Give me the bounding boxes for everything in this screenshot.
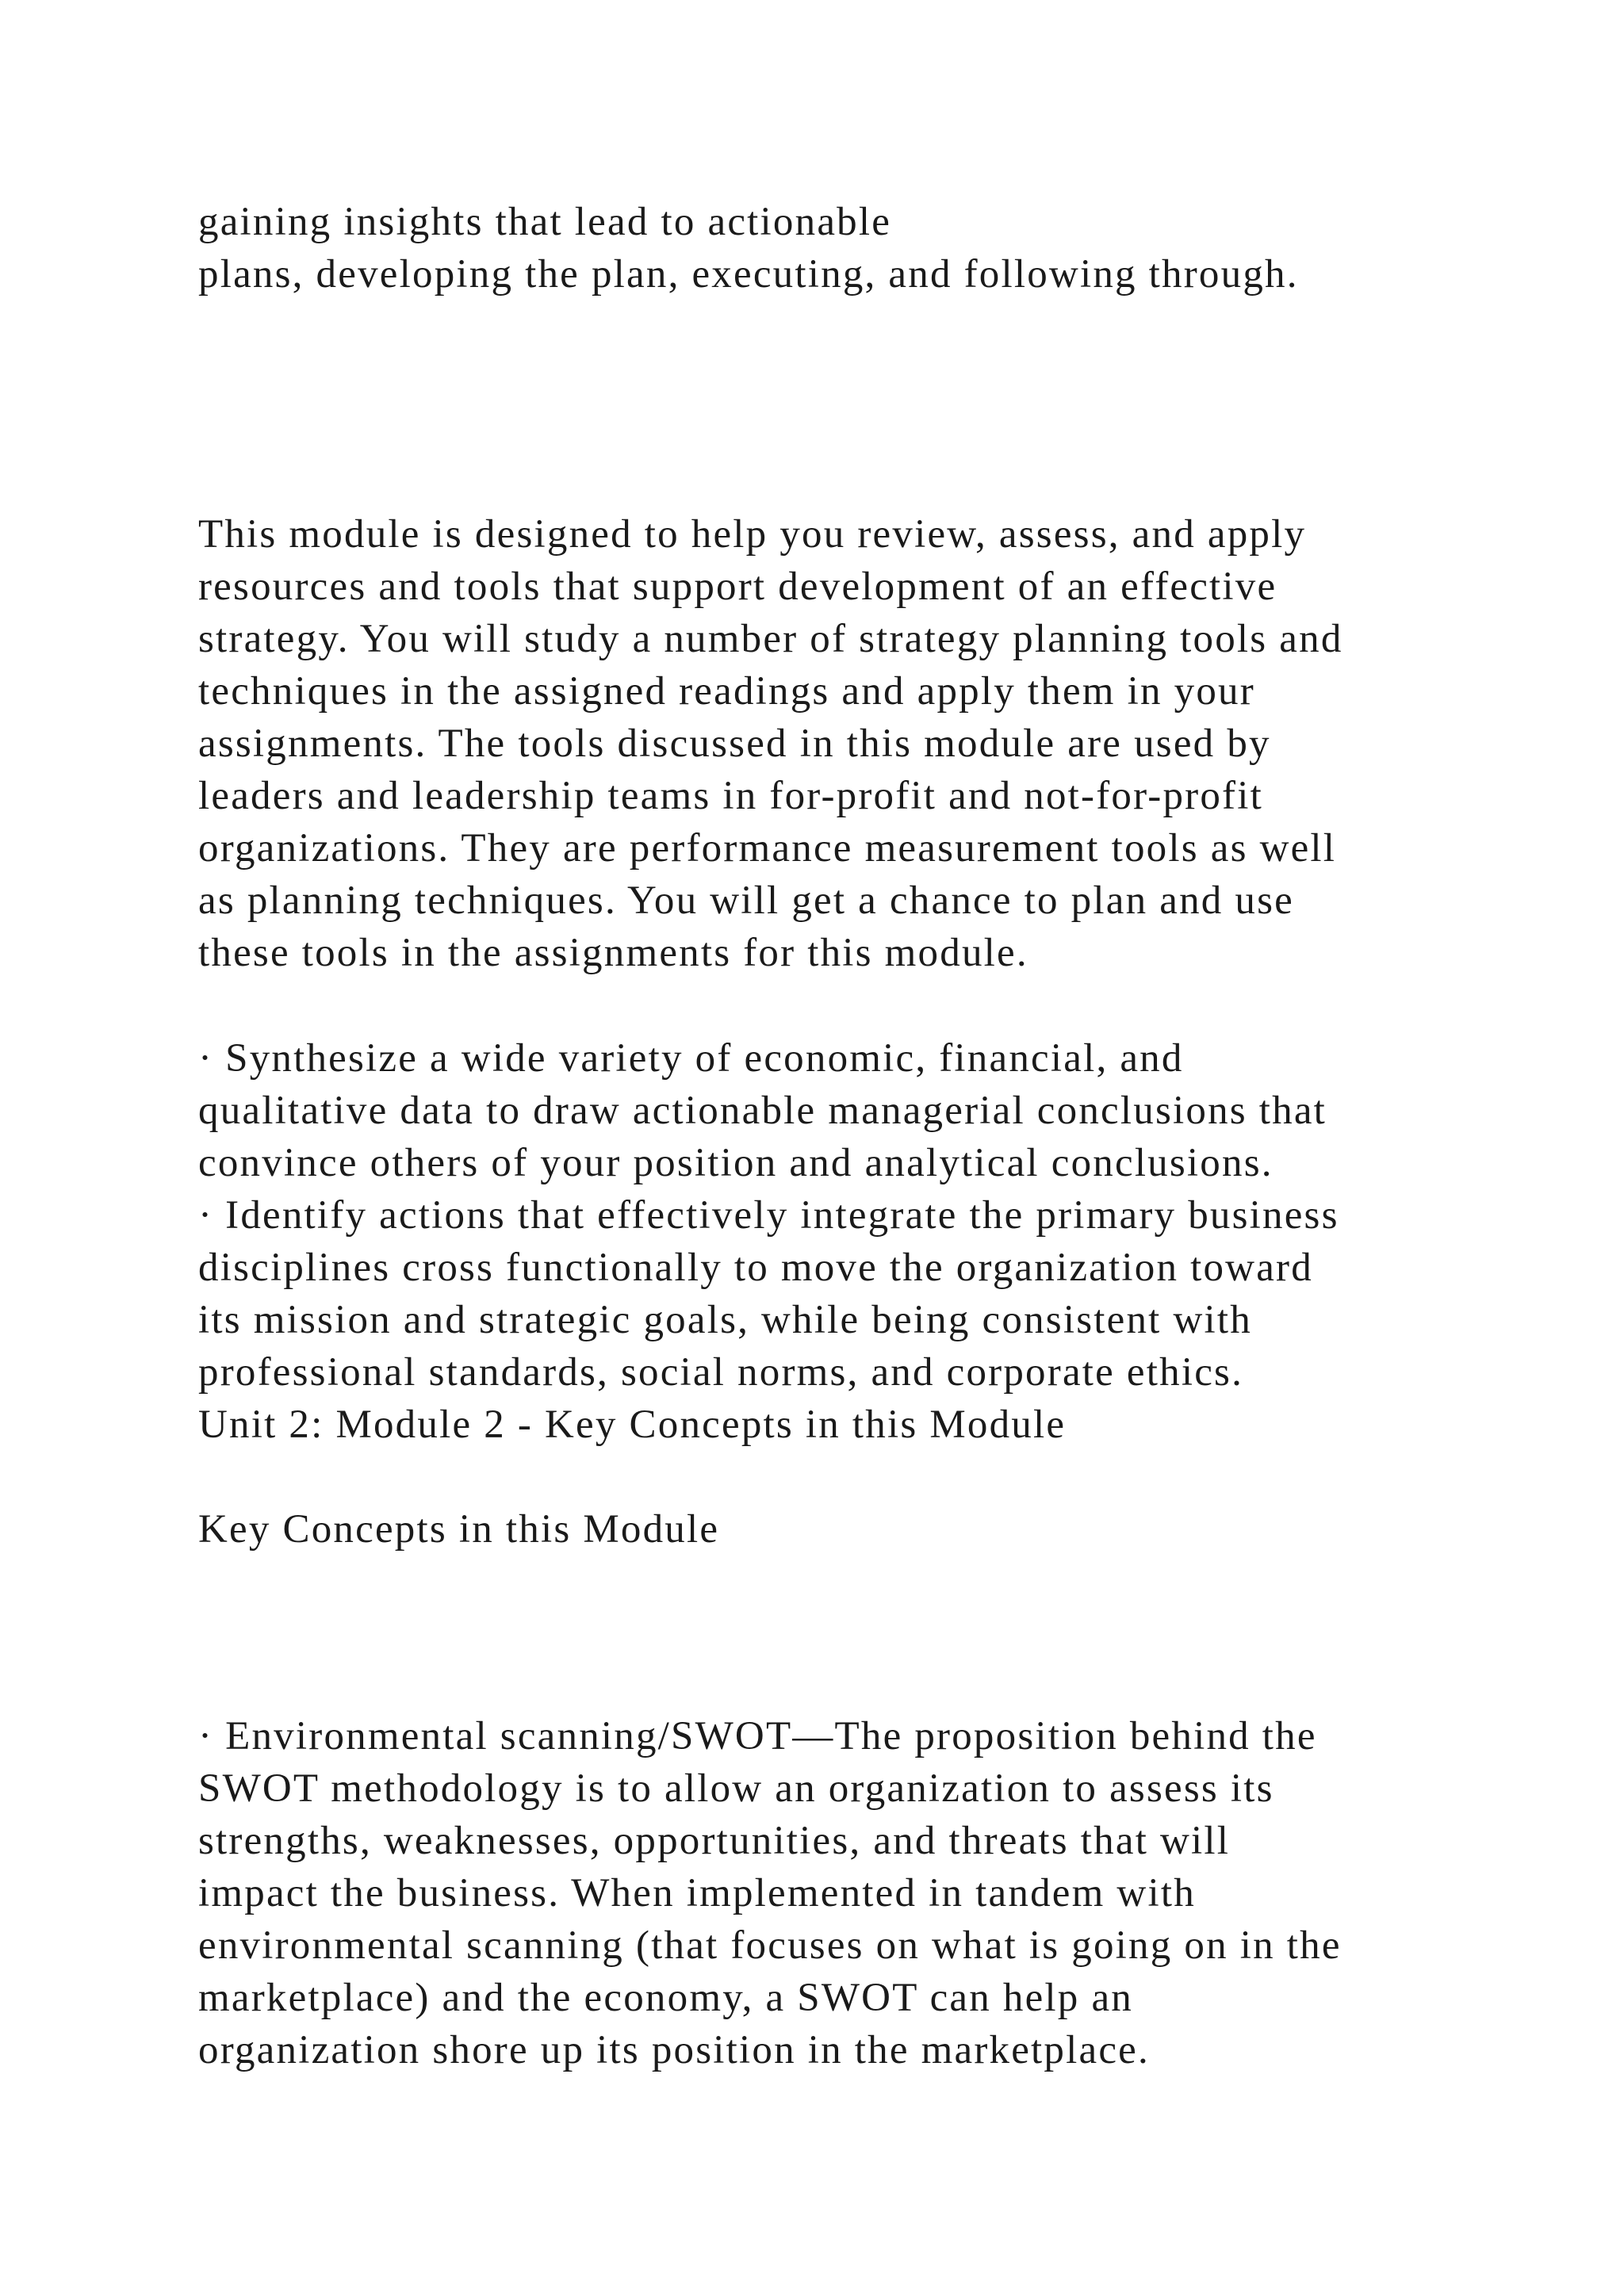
objective-line-1: · Synthesize a wide variety of economic, financial, and <box>198 1036 1184 1081</box>
objective-line-4: · Identify actions that effectively integrate the primary business <box>198 1193 1339 1238</box>
paragraph-line-4: techniques in the assigned readings and apply them in your <box>198 669 1255 714</box>
objective-line-7: professional standards, social norms, and corporate ethics. <box>198 1350 1244 1395</box>
concept-line-2: SWOT methodology is to allow an organization to assess its <box>198 1766 1274 1811</box>
paragraph-line-8: as planning techniques. You will get a chance to plan and use <box>198 878 1295 923</box>
concept-line-6: marketplace) and the economy, a SWOT can help an <box>198 1976 1133 2020</box>
concept-line-4: impact the business. When implemented in tandem with <box>198 1871 1196 1915</box>
section-heading: Key Concepts in this Module <box>198 1507 720 1552</box>
objective-line-2: qualitative data to draw actionable managerial conclusions that <box>198 1089 1327 1133</box>
paragraph-line-2: resources and tools that support development of an effective <box>198 564 1277 609</box>
paragraph-line-5: assignments. The tools discussed in this module are used by <box>198 721 1271 766</box>
paragraph-line-3: strategy. You will study a number of strategy planning tools and <box>198 617 1343 661</box>
concept-line-1: · Environmental scanning/SWOT—The proposition behind the <box>198 1714 1317 1758</box>
concept-line-7: organization shore up its position in the marketplace. <box>198 2028 1150 2072</box>
paragraph-line-9: these tools in the assignments for this module. <box>198 931 1028 975</box>
objective-line-3: convince others of your position and analytical conclusions. <box>198 1141 1274 1185</box>
paragraph-line-7: organizations. They are performance measurement tools as well <box>198 826 1337 871</box>
concept-line-3: strengths, weaknesses, opportunities, and threats that will <box>198 1819 1231 1863</box>
intro-line-1: gaining insights that lead to actionable <box>198 200 892 244</box>
paragraph-line-6: leaders and leadership teams in for-profit and not-for-profit <box>198 774 1263 818</box>
paragraph-line-1: This module is designed to help you review, assess, and apply <box>198 512 1307 557</box>
unit-heading: Unit 2: Module 2 - Key Concepts in this Module <box>198 1402 1067 1447</box>
objective-line-6: its mission and strategic goals, while being consistent with <box>198 1298 1252 1342</box>
intro-line-2: plans, developing the plan, executing, and following through. <box>198 252 1299 297</box>
concept-line-5: environmental scanning (that focuses on what is going on in the <box>198 1923 1342 1968</box>
objective-line-5: disciplines cross functionally to move the organization toward <box>198 1246 1313 1290</box>
